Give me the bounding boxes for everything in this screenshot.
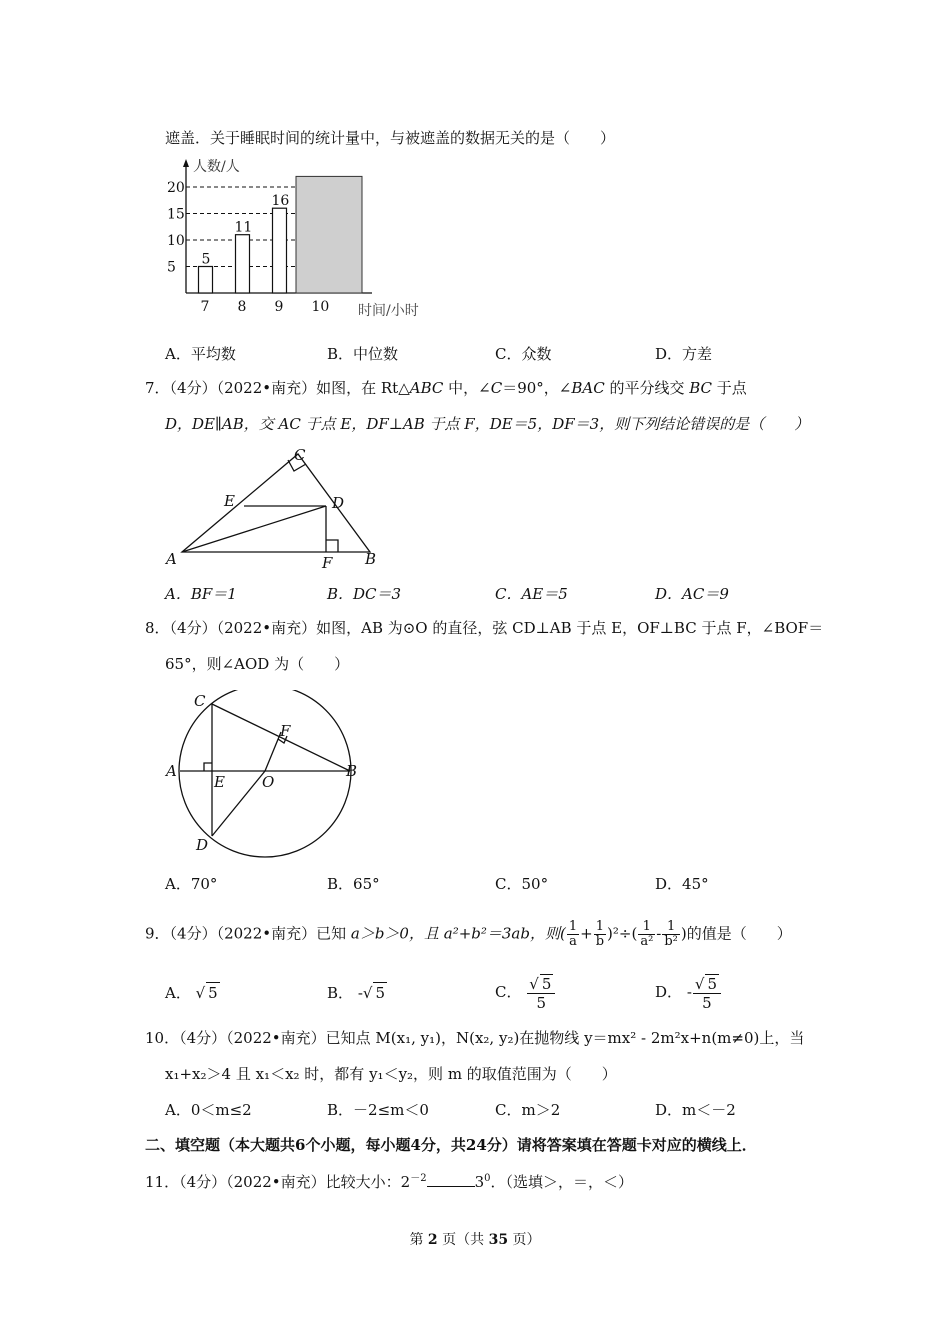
q7-label-e: E xyxy=(224,492,235,510)
chart-bar xyxy=(273,208,287,293)
q6-option-a: A．平均数 xyxy=(165,345,236,363)
q7-label-c: C xyxy=(294,446,306,464)
chart-y-label: 人数/人 xyxy=(193,159,240,175)
q7-label-f: F xyxy=(322,554,333,572)
chart-x-tick-label: 9 xyxy=(274,299,284,315)
q7-option-a: A．BF＝1 xyxy=(165,585,237,603)
q10-option-d: D．m＜－2 xyxy=(655,1101,736,1119)
q10-option-c: C．m＞2 xyxy=(495,1101,561,1119)
q10-line-1: 10．（4分）（2022•南充）已知点 M(x₁, y₁)，N(x₂, y₂)在抛物线 y＝mx² - 2m²x+n(m≠0)上，当 xyxy=(145,1029,805,1047)
chart-y-tick-label: 5 xyxy=(167,259,176,276)
chart-bar xyxy=(199,267,213,294)
q9-option-b: B． -√ 5 xyxy=(327,984,385,1002)
chart-covered-bar xyxy=(296,176,362,293)
q8-line-2: 65°，则∠AOD 为（ ） xyxy=(165,655,350,673)
chart-bar-label: 5 xyxy=(201,251,211,268)
q8-label-d: D xyxy=(196,836,209,854)
q7-option-c: C．AE＝5 xyxy=(495,585,568,603)
q7-option-b: B．DC＝3 xyxy=(327,585,402,603)
chart-x-label: 时间/小时 xyxy=(358,303,419,319)
q11-line: 11．（4分）（2022•南充）比较大小：$2^{-2}$ $3^0$．（选填＞，＝，＜） xyxy=(145,1173,634,1191)
q7-line-1: 7．（4分）（2022•南充）如图，在 Rt△ABC 中，∠C＝90°，∠BAC 的平分线交 BC 于点 xyxy=(145,379,747,397)
q6-option-c: C．众数 xyxy=(495,345,552,363)
q7-label-a: A xyxy=(166,550,177,568)
q8-option-d: D．45° xyxy=(655,875,709,893)
q7-label-b: B xyxy=(365,550,377,568)
q8-label-a: A xyxy=(166,762,177,780)
q11-answer-blank xyxy=(427,1172,475,1187)
q9-option-a: A． √ 5 xyxy=(165,984,218,1002)
q10-line-2: x₁+x₂＞4 且 x₁＜x₂ 时，都有 y₁＜y₂，则 m 的取值范围为（ ） xyxy=(165,1065,617,1083)
chart-bar-label: 11 xyxy=(234,219,253,236)
chart-x-tick-label: 10 xyxy=(311,299,330,315)
q8-line-1: 8．（4分）（2022•南充）如图，AB 为⊙O 的直径，弦 CD⊥AB 于点 E，OF⊥BC 于点 F，∠BOF＝ xyxy=(145,619,824,637)
chart-y-tick-label: 20 xyxy=(167,180,185,196)
q8-label-o: O xyxy=(262,773,275,791)
q9-option-d: D． - $\frac{√ 5}{5}$ xyxy=(655,974,722,1012)
q9-line: 9．（4分）（2022•南充）已知 a＞b＞0，且 a²+b²＝3ab，则( $\frac{1}{a}$ + $\frac{1}{b}$ )²÷( $\frac{1}{\text{a²}}$ - $\frac{1}{\text{b²}}$ )的值是（ ） xyxy=(145,919,792,949)
q10-option-b: B．－2≤m＜0 xyxy=(327,1101,429,1119)
q8-label-f: F xyxy=(280,722,291,740)
chart-y-tick-label: 15 xyxy=(167,206,185,223)
chart-x-tick-label: 8 xyxy=(237,299,247,315)
q7-label-d: D xyxy=(332,494,345,512)
q6-option-d: D．方差 xyxy=(655,345,713,363)
q9-option-c: C． $\frac{√ 5}{5}$ xyxy=(495,974,556,1012)
page-footer: 第 2 页（共 35 页） xyxy=(409,1232,541,1248)
q6-option-b: B．中位数 xyxy=(327,345,399,363)
chart-y-axis-arrow xyxy=(183,159,189,167)
q7-triangle-figure xyxy=(160,442,400,572)
q6-text-tail: 遮盖．关于睡眠时间的统计量中，与被遮盖的数据无关的是（ ） xyxy=(165,129,616,147)
q10-option-a: A．0＜m≤2 xyxy=(165,1101,252,1119)
q7-option-d: D．AC＝9 xyxy=(655,585,729,603)
q8-label-b: B xyxy=(346,762,358,780)
chart-bar-label: 16 xyxy=(271,193,290,210)
q8-label-c: C xyxy=(194,692,206,710)
chart-y-tick-label: 10 xyxy=(167,233,185,249)
q8-option-a: A．70° xyxy=(165,875,218,893)
q7-line-2: D，DE∥AB，交 AC 于点 E，DF⊥AB 于点 F，DE＝5，DF＝3，则下列结论错误的是（ ） xyxy=(165,415,810,433)
q8-option-b: B．65° xyxy=(327,875,380,893)
q8-label-e: E xyxy=(214,773,225,791)
q8-circle-figure xyxy=(160,690,370,860)
chart-bar xyxy=(236,235,250,293)
section-2-heading: 二、填空题（本大题共6个小题，每小题4分，共24分）请将答案填在答题卡对应的横线上． xyxy=(145,1136,757,1154)
q8-option-c: C．50° xyxy=(495,875,549,893)
sleep-bar-chart xyxy=(160,157,440,322)
chart-x-tick-label: 7 xyxy=(200,299,210,315)
